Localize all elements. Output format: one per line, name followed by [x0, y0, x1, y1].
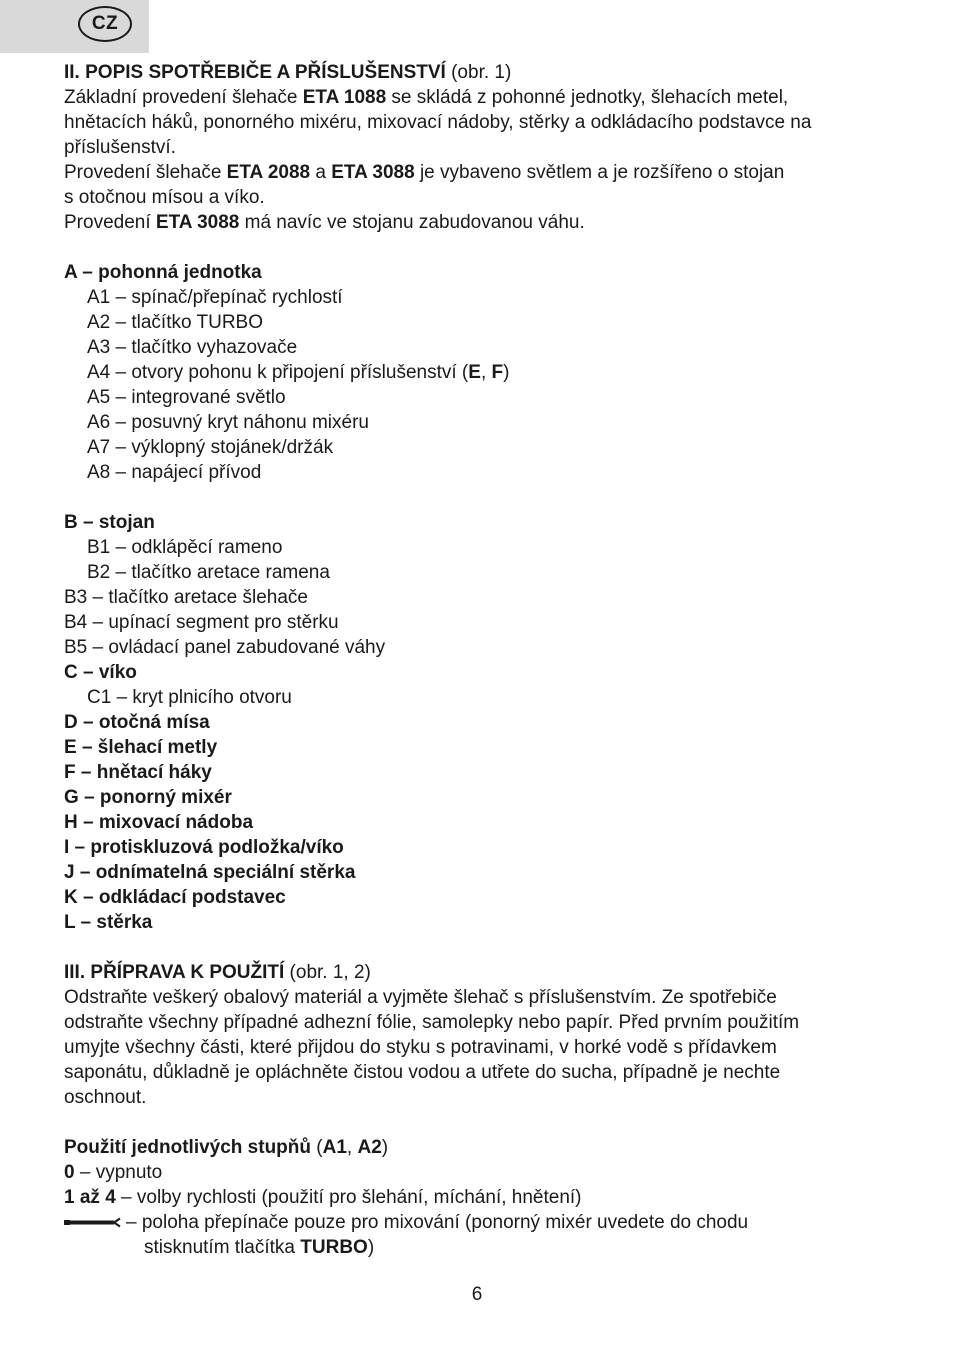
part-heading: E – šlehací metly [64, 737, 218, 758]
language-tab [0, 0, 149, 53]
list-item: A3 – tlačítko vyhazovače [87, 337, 298, 358]
list-item: A5 – integrované světlo [87, 387, 286, 408]
list-item: A6 – posuvný kryt náhonu mixéru [87, 412, 369, 433]
speed-mixer-text: – poloha přepínače pouze pro mixování (ponorný mixér uvedete do chodu [126, 1212, 749, 1233]
list-item: B4 – upínací segment pro stěrku [64, 612, 339, 633]
list-item: B1 – odklápěcí rameno [87, 537, 283, 558]
part-heading: G – ponorný mixér [64, 787, 232, 808]
section-2-p2-line1: Provedení šlehače ETA 2088 a ETA 3088 je vybaveno světlem a je rozšířeno o stojan [64, 162, 785, 183]
part-heading: H – mixovací nádoba [64, 812, 254, 833]
section-2-p1-line2: hnětacích háků, ponorného mixéru, mixovací nádoby, stěrky a odkládacího podstavce na [64, 112, 812, 133]
part-heading: K – odkládací podstavec [64, 887, 286, 908]
hand-blender-icon [64, 1210, 126, 1235]
speed-mixer [64, 1210, 894, 1235]
speed-off: 0 – vypnuto [64, 1162, 163, 1183]
part-heading: L – stěrka [64, 912, 153, 933]
list-item: A4 – otvory pohonu k připojení příslušenství (E, F) [87, 362, 510, 383]
page-number: 6 [471, 1284, 483, 1305]
section-3-title: III. PŘÍPRAVA K POUŽITÍ (obr. 1, 2) [64, 962, 371, 983]
section-2-p2-line2: s otočnou mísou a víko. [64, 187, 265, 208]
part-heading: F – hnětací háky [64, 762, 212, 783]
section-3-line: saponátu, důkladně je opláchněte čistou vodou a utřete do sucha, případně je nechte [64, 1062, 781, 1083]
part-b-heading: B – stojan [64, 512, 155, 533]
section-2-p1-line3: příslušenství. [64, 137, 176, 158]
list-item: B5 – ovládací panel zabudované váhy [64, 637, 386, 658]
list-item: A7 – výklopný stojánek/držák [87, 437, 334, 458]
list-item: A2 – tlačítko TURBO [87, 312, 263, 333]
part-c-heading: C – víko [64, 662, 137, 683]
section-3-line: odstraňte všechny případné adhezní fólie, samolepky nebo papír. Před prvním použitím [64, 1012, 800, 1033]
section-2-title: II. POPIS SPOTŘEBIČE A PŘÍSLUŠENSTVÍ (obr. 1) [64, 62, 512, 83]
list-item: A8 – napájecí přívod [87, 462, 262, 483]
language-badge [78, 6, 132, 42]
language-code: CZ [91, 13, 119, 34]
list-item: B2 – tlačítko aretace ramena [87, 562, 330, 583]
speed-range: 1 až 4 – volby rychlosti (použití pro šlehání, míchání, hnětení) [64, 1187, 582, 1208]
section-3-line: oschnout. [64, 1087, 147, 1108]
section-2-p1-line1: Základní provedení šlehače ETA 1088 se skládá z pohonné jednotky, šlehacích metel, [64, 87, 789, 108]
list-item: A1 – spínač/přepínač rychlostí [87, 287, 343, 308]
page-content [64, 60, 894, 1260]
list-item: C1 – kryt plnicího otvoru [87, 687, 292, 708]
part-heading: J – odnímatelná speciální stěrka [64, 862, 356, 883]
section-3-line: Odstraňte veškerý obalový materiál a vyjměte šlehač s příslušenstvím. Ze spotřebiče [64, 987, 777, 1008]
section-2-p3: Provedení ETA 3088 má navíc ve stojanu zabudovanou váhu. [64, 212, 585, 233]
section-3-line: umyjte všechny části, které přijdou do styku s potravinami, v horké vodě s přídavkem [64, 1037, 777, 1058]
part-heading: D – otočná mísa [64, 712, 210, 733]
speeds-heading: Použití jednotlivých stupňů (A1, A2) [64, 1137, 389, 1158]
list-item: B3 – tlačítko aretace šlehače [64, 587, 308, 608]
part-a-heading: A – pohonná jednotka [64, 262, 262, 283]
part-heading: I – protiskluzová podložka/víko [64, 837, 344, 858]
speed-mixer-text-cont: stisknutím tlačítka TURBO) [144, 1237, 375, 1258]
